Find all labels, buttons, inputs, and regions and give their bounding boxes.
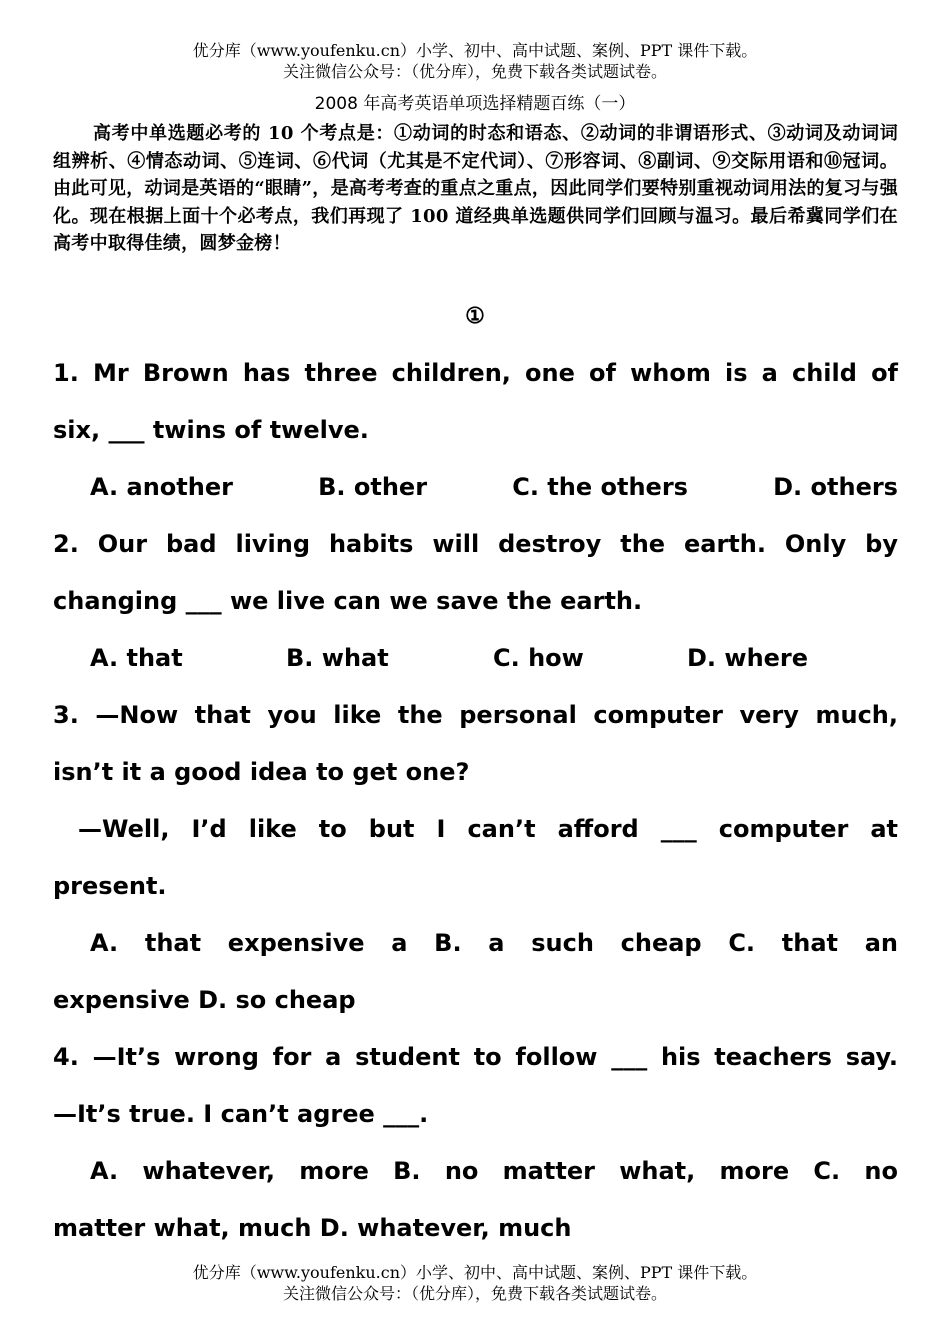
question-3-line-2: isn’t it a good idea to get one? [53,758,470,786]
question-4-options-line-1: A. whatever, more B. no matter what, more C. no [90,1157,898,1185]
question-1-line-2: six, ___ twins of twelve. [53,416,369,444]
question-1-line-1: 1. Mr Brown has three children, one of whom is a child of [53,359,898,387]
question-3-options-line-1: A. that expensive a B. a such cheap C. that an [90,929,898,957]
question-1-option-c[interactable]: C. the others [512,473,688,501]
question-2-line-2: changing ___ we live can we save the earth. [53,587,643,615]
question-2-option-c[interactable]: C. how [493,644,584,672]
question-4-line-2: —It’s true. I can’t agree ___. [53,1100,429,1128]
question-3-line-3: —Well, I’d like to but I can’t afford ___ computer at [78,815,898,843]
question-3-line-4: present. [53,872,167,900]
header-line-2: 关注微信公众号：（优分库），免费下载各类试题试卷。 [282,62,667,81]
question-1-option-b[interactable]: B. other [318,473,428,501]
footer-line-2: 关注微信公众号：（优分库），免费下载各类试题试卷。 [282,1284,667,1303]
question-3-line-1: 3. —Now that you like the personal computer very much, [53,701,898,729]
document-title: 2008 年高考英语单项选择精题百练（一） [314,94,636,114]
question-4-line-1: 4. —It’s wrong for a student to follow ___ his teachers say. [53,1043,898,1071]
question-3-options-line-2: expensive D. so cheap [53,986,356,1014]
section-marker: ① [465,303,485,329]
question-4-options-line-2: matter what, much D. whatever, much [53,1214,572,1242]
question-2-option-b[interactable]: B. what [286,644,389,672]
intro-paragraph: 高考中单选题必考的 10 个考点是：①动词的时态和语态、②动词的非谓语形式、③动词及动词词组辨析、④情态动词、⑤连词、⑥代词（尤其是不定代词）、⑦形容词、⑧副词、⑨交际用语和⑩冠词。由此可见，动词是英语的“眼睛”，是高考考查的重点之重点，因此同学们要特别重视动词用法的复习与强化。现在根据上面十个必考点，我们再现了 100 道经典单选题供同学们回顾与温习。最后希冀同学们在高考中取得佳绩，圆梦金榜！ [53,123,898,254]
question-2-options [53,630,898,687]
header-line-1: 优分库（www.youfenku.cn）小学、初中、高中试题、案例、PPT 课件下载。 [192,41,758,60]
footer-line-1: 优分库（www.youfenku.cn）小学、初中、高中试题、案例、PPT 课件下载。 [192,1263,758,1282]
question-2-line-1: 2. Our bad living habits will destroy the earth. Only by [53,530,898,558]
question-2-option-d[interactable]: D. where [687,644,809,672]
page-footer [0,1262,950,1304]
question-1-options [53,459,898,516]
page-header [0,40,950,82]
question-2-option-a[interactable]: A. that [90,644,183,672]
question-1-option-a[interactable]: A. another [90,473,233,501]
question-list [53,345,898,1257]
question-1-option-d[interactable]: D. others [773,473,898,501]
